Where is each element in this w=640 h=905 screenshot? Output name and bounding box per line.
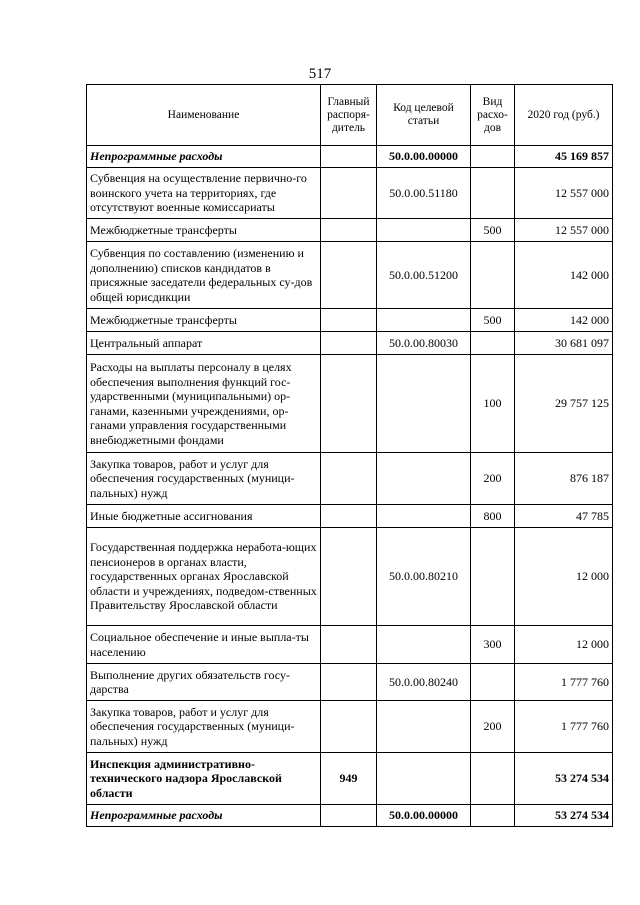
header-main-manager: Главный распоря-дитель: [321, 85, 377, 146]
cell-target-code: [377, 355, 471, 453]
cell-name: Государственная поддержка неработа-ющих пенсионеров в органах власти, государственных органах Ярославской области и учреждениях, подведом-ственных Правительству Ярославской области: [87, 528, 321, 626]
cell-main-manager: [321, 528, 377, 626]
cell-amount: 30 681 097: [515, 332, 613, 355]
cell-target-code: [377, 626, 471, 664]
table-row: [87, 219, 613, 242]
cell-name: Субвенция по составлению (изменению и дополнению) списков кандидатов в присяжные заседатели федеральных су-дов общей юрисдикции: [87, 242, 321, 309]
cell-amount: 142 000: [515, 242, 613, 309]
cell-amount: 53 274 534: [515, 805, 613, 827]
cell-name: Иные бюджетные ассигнования: [87, 505, 321, 528]
cell-main-manager: [321, 168, 377, 219]
cell-name: Выполнение других обязательств госу-дарства: [87, 664, 321, 701]
cell-expense-type: [471, 753, 515, 805]
cell-target-code: 50.0.00.80240: [377, 664, 471, 701]
cell-amount: 876 187: [515, 453, 613, 505]
table-row: [87, 146, 613, 168]
cell-expense-type: 800: [471, 505, 515, 528]
cell-amount: 1 777 760: [515, 664, 613, 701]
cell-main-manager: [321, 664, 377, 701]
cell-main-manager: [321, 146, 377, 168]
cell-amount: 12 557 000: [515, 168, 613, 219]
cell-name: Центральный аппарат: [87, 332, 321, 355]
cell-name: Расходы на выплаты персоналу в целях обеспечения выполнения функций гос-ударственными (муниципальными) ор-ганами, казенными учреждениями, ор-ганами управления государственными внебюджетными фондами: [87, 355, 321, 453]
cell-amount: 12 557 000: [515, 219, 613, 242]
cell-main-manager: [321, 453, 377, 505]
cell-expense-type: [471, 146, 515, 168]
table-row: [87, 168, 613, 219]
cell-target-code: [377, 219, 471, 242]
cell-expense-type: [471, 805, 515, 827]
cell-main-manager: [321, 701, 377, 753]
cell-expense-type: [471, 332, 515, 355]
cell-target-code: [377, 753, 471, 805]
cell-amount: 45 169 857: [515, 146, 613, 168]
cell-expense-type: [471, 242, 515, 309]
cell-main-manager: [321, 332, 377, 355]
cell-target-code: 50.0.00.80210: [377, 528, 471, 626]
table-row: [87, 355, 613, 453]
cell-target-code: [377, 309, 471, 332]
cell-amount: 12 000: [515, 626, 613, 664]
table-row: [87, 453, 613, 505]
cell-name: Закупка товаров, работ и услуг для обеспечения государственных (муници-пальных) нужд: [87, 453, 321, 505]
cell-name: Закупка товаров, работ и услуг для обеспечения государственных (муници-пальных) нужд: [87, 701, 321, 753]
cell-name: Межбюджетные трансферты: [87, 219, 321, 242]
table-row: [87, 753, 613, 805]
cell-amount: 53 274 534: [515, 753, 613, 805]
table-row: [87, 805, 613, 827]
table-row: [87, 505, 613, 528]
cell-target-code: [377, 453, 471, 505]
cell-amount: 12 000: [515, 528, 613, 626]
cell-target-code: 50.0.00.00000: [377, 805, 471, 827]
table-row: [87, 528, 613, 626]
header-target-code: Код целевой статьи: [377, 85, 471, 146]
cell-target-code: 50.0.00.80030: [377, 332, 471, 355]
table-row: [87, 626, 613, 664]
cell-amount: 47 785: [515, 505, 613, 528]
cell-expense-type: 500: [471, 309, 515, 332]
table-row: [87, 242, 613, 309]
header-name: Наименование: [87, 85, 321, 146]
header-year-amount: 2020 год (руб.): [515, 85, 613, 146]
cell-expense-type: 500: [471, 219, 515, 242]
table-row: [87, 664, 613, 701]
cell-main-manager: [321, 626, 377, 664]
cell-amount: 29 757 125: [515, 355, 613, 453]
cell-amount: 142 000: [515, 309, 613, 332]
table-row: [87, 332, 613, 355]
cell-target-code: 50.0.00.51180: [377, 168, 471, 219]
cell-expense-type: [471, 664, 515, 701]
table-row: [87, 309, 613, 332]
cell-target-code: 50.0.00.51200: [377, 242, 471, 309]
cell-name: Инспекция административно-технического надзора Ярославской области: [87, 753, 321, 805]
cell-expense-type: [471, 528, 515, 626]
cell-main-manager: [321, 242, 377, 309]
cell-name: Субвенция на осуществление первично-го воинского учета на территориях, где отсутствуют военные комиссариаты: [87, 168, 321, 219]
cell-name: Социальное обеспечение и иные выпла-ты населению: [87, 626, 321, 664]
cell-main-manager: [321, 505, 377, 528]
cell-expense-type: 100: [471, 355, 515, 453]
page-number: 517: [308, 66, 332, 82]
cell-name: Непрограммные расходы: [87, 805, 321, 827]
cell-name: Непрограммные расходы: [87, 146, 321, 168]
cell-main-manager: [321, 355, 377, 453]
cell-expense-type: 200: [471, 453, 515, 505]
cell-target-code: [377, 701, 471, 753]
cell-main-manager: [321, 805, 377, 827]
cell-name: Межбюджетные трансферты: [87, 309, 321, 332]
cell-target-code: [377, 505, 471, 528]
cell-target-code: 50.0.00.00000: [377, 146, 471, 168]
header-expense-type: Вид расхо-дов: [471, 85, 515, 146]
cell-expense-type: 300: [471, 626, 515, 664]
cell-expense-type: 200: [471, 701, 515, 753]
cell-main-manager: 949: [321, 753, 377, 805]
cell-main-manager: [321, 309, 377, 332]
cell-amount: 1 777 760: [515, 701, 613, 753]
budget-table: [86, 84, 613, 827]
cell-expense-type: [471, 168, 515, 219]
cell-main-manager: [321, 219, 377, 242]
table-header-row: [87, 85, 613, 146]
table-body: [87, 146, 613, 827]
table-row: [87, 701, 613, 753]
